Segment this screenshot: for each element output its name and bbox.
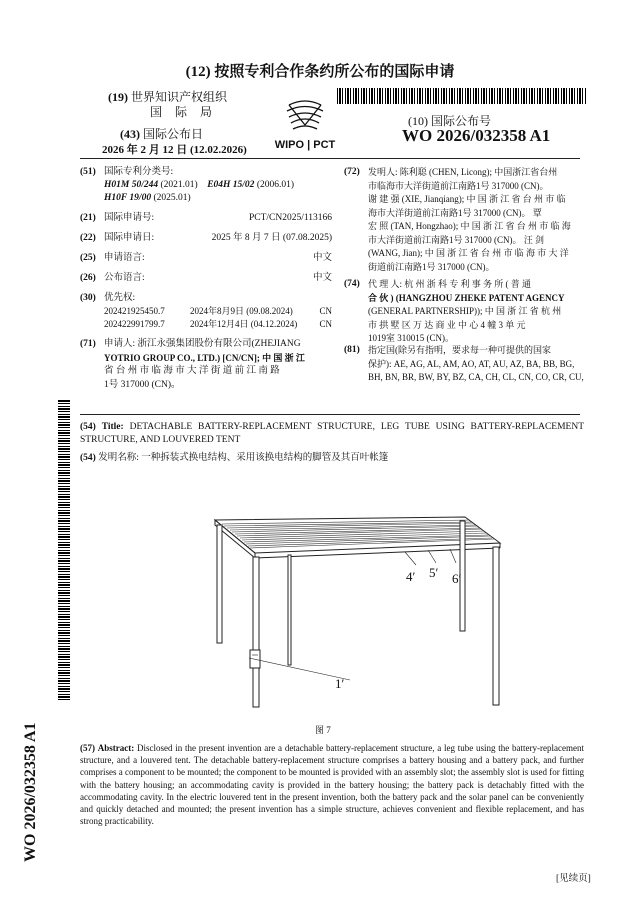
title-english: DETACHABLE BATTERY-REPLACEMENT STRUCTURE, LEG TUBE USING BATTERY-REPLACEMENT STRUCTURE, AND LOUVERED TENT — [80, 422, 585, 445]
f26-label: 公布语言: — [104, 273, 145, 283]
header-divider — [80, 158, 580, 159]
applicant — [104, 338, 332, 392]
f25-number: (25) — [80, 253, 96, 263]
f81-number: (81) — [344, 345, 360, 355]
title-cn — [80, 452, 584, 465]
applicant-line: 申请人: 浙江永强集团股份有限公司(ZHEJIANG — [104, 339, 301, 349]
f72-number: (72) — [344, 167, 360, 177]
inventors — [368, 166, 584, 274]
louvers — [222, 520, 494, 548]
inventor-line: 谢 建 强 (XIE, Jianqiang); 中 国 浙 江 省 台 州 市 临 — [368, 194, 566, 204]
figure-caption: 图 7 — [315, 725, 331, 735]
states-line: 指定国(除另有指明，要求每一种可提供的国家 — [368, 345, 551, 355]
f74-number: (74) — [344, 279, 360, 289]
vertical-barcode — [58, 400, 70, 700]
publication-number: WO 2026/032358 A1 — [402, 126, 551, 145]
org-field-number: (19) — [108, 90, 128, 104]
f26-number: (26) — [80, 273, 96, 283]
f54-number: (54) — [80, 422, 96, 432]
wipo-logo — [265, 95, 345, 155]
title-en — [80, 421, 584, 447]
priority-row — [104, 318, 332, 332]
ipc-date-3: (2025.01) — [153, 193, 191, 203]
title-label-cn: 发明名称: — [98, 453, 139, 463]
f30-label: 优先权: — [104, 293, 136, 303]
agent-line: (GENERAL PARTNERSHIP)); 中 国 浙 江 省 杭 州 — [368, 306, 562, 316]
barcode — [337, 88, 587, 104]
f30-number: (30) — [80, 293, 96, 303]
applicant-line: 1号 317000 (CN)。 — [104, 379, 181, 390]
f57-number: (57) — [80, 743, 95, 753]
inventor-line: 市临海市大洋街道前江南路1号 317000 (CN)。 — [368, 180, 549, 191]
vertical-publication-number: WO 2026/032358 A1 — [22, 722, 39, 862]
inventor-line: 市大洋街道前江南路1号 317000 (CN)。 汪 剑 — [368, 234, 544, 245]
inventor-line: (WANG, Jian); 中 国 浙 江 省 台 州 市 临 海 市 大 洋 — [368, 248, 569, 258]
publication-date: 2026 年 2 月 12 日 (12.02.2026) — [102, 144, 247, 156]
wipo-pct-text: WIPO | PCT — [274, 139, 336, 151]
priority-country: CN — [319, 306, 332, 316]
priority-row — [104, 305, 332, 319]
ipc-code-3: H10F 19/00 — [104, 193, 152, 203]
pubdate-label-row — [120, 125, 203, 142]
pubno-label: 国际公布号 — [431, 114, 492, 128]
inventor-line: 街道前江南路1号 317000 (CN)。 — [368, 261, 495, 272]
title-label: Title: — [101, 422, 124, 432]
agent-line: 市 拱 墅 区 万 达 商 业 中 心 4 幢 3 单 元 — [368, 319, 526, 330]
f22-number: (22) — [80, 233, 96, 243]
filing-date: 2025 年 8 月 7 日 (07.08.2025) — [211, 233, 332, 243]
agent — [368, 278, 584, 346]
inventor-line: 海市大洋街道前江南路1号 317000 (CN)。 覃 — [368, 207, 542, 218]
filing-language: 中文 — [312, 253, 332, 263]
f71-number: (71) — [80, 339, 96, 349]
label-4: 4′ — [406, 569, 416, 584]
ipc-date-1: (2021.01) — [160, 180, 198, 190]
pubno-field-number: (10) — [408, 114, 428, 128]
f22-label: 国际申请日: — [104, 233, 155, 243]
states-line: 保护): AE, AG, AL, AM, AO, AT, AU, AZ, BA, BB, BG, — [368, 358, 575, 369]
ipc-date-2: (2006.01) — [256, 180, 295, 190]
front-right-leg — [493, 547, 499, 705]
abstract-label: Abstract: — [97, 743, 135, 753]
inventor-line: 宏 照 (TAN, Hongzhao); 中 国 浙 江 省 台 州 市 临 海 — [368, 221, 571, 231]
f21-number: (21) — [80, 213, 96, 223]
org-name: 世界知识产权组织 — [131, 90, 228, 104]
pubdate-field-number: (43) — [120, 127, 140, 141]
ipc-code-2: E04H 15/02 — [207, 180, 255, 190]
designated-states — [368, 344, 584, 385]
label-6: 6′ — [452, 571, 462, 586]
agent-line: 合 伙 ) (HANGZHOU ZHEKE PATENT AGENCY — [368, 292, 565, 303]
f25-label: 申请语言: — [104, 253, 145, 263]
label-1: 1′ — [335, 676, 345, 691]
document-title: (12) 按照专利合作条约所公布的国际申请 — [185, 64, 455, 80]
inventor-line: 发明人: 陈利聪 (CHEN, Licong); 中国浙江省台州 — [368, 167, 558, 177]
publication-language: 中文 — [312, 273, 332, 283]
pubdate-label: 国际公布日 — [143, 127, 204, 141]
priority-number: 202422991799.7 — [104, 319, 165, 329]
figure-louvered-tent — [160, 505, 510, 720]
front-left-leg — [253, 557, 259, 707]
label-5: 5′ — [429, 565, 439, 580]
continued-marker: [见续页] — [556, 874, 591, 884]
f51-number: (51) — [80, 167, 96, 177]
application-number: PCT/CN2025/113166 — [248, 213, 332, 223]
states-line: BH, BN, BR, BW, BY, BZ, CA, CH, CL, CN, CO, CR, CU, — [368, 372, 584, 382]
f51-label: 国际专利分类号: — [104, 167, 174, 177]
ipc-code-1: H01M 50/244 — [104, 180, 159, 190]
agent-line: 1019室 310015 (CN)。 — [368, 333, 454, 343]
f54-number-cn: (54) — [80, 453, 96, 463]
abstract-text: Disclosed in the present invention are a detachable battery-replacement structure, a leg tube using the battery-replacement structure, and a louvered tent. The detachable battery-replacement structure comprises a battery housing and a battery pack, and further comprises a component to be mounted; the component to be mounted is provided with an assembly slot; the assembly slot is used for fitting with the battery housing; an accommodating cavity is provided in the battery housing; the battery pack is detachably fitted with the accommodating cavity. In the electric louvered tent in the present invention, both the battery pack and the solar panel can be conveniently and quickly detached and mounted; the present invention has a simple structure, achieves convenient and flexible replacement, and has strong practicability. — [80, 743, 585, 827]
priority-country: CN — [319, 319, 332, 329]
priority-date: 2024年8月9日 (09.08.2024) — [190, 306, 293, 316]
priority-date: 2024年12月4日 (04.12.2024) — [190, 319, 298, 329]
f21-label: 国际申请号: — [104, 213, 155, 223]
title-divider — [80, 414, 580, 415]
applicant-line: YOTRIO GROUP CO., LTD.) [CN/CN]; 中 国 浙 江 — [104, 352, 305, 363]
title-block — [80, 421, 584, 465]
applicant-line: 省 台 州 市 临 海 市 大 洋 街 道 前 江 南 路 — [104, 366, 280, 376]
agent-line: 代 理 人: 杭 州 浙 科 专 利 事 务 所 ( 普 通 — [368, 279, 531, 289]
abstract — [80, 742, 584, 827]
org-subtitle: 国 际 局 — [150, 105, 218, 119]
priority-number: 202421925450.7 — [104, 306, 165, 316]
title-chinese: 一种拆装式换电结构、采用该换电结构的脚管及其百叶帐篷 — [141, 453, 389, 463]
